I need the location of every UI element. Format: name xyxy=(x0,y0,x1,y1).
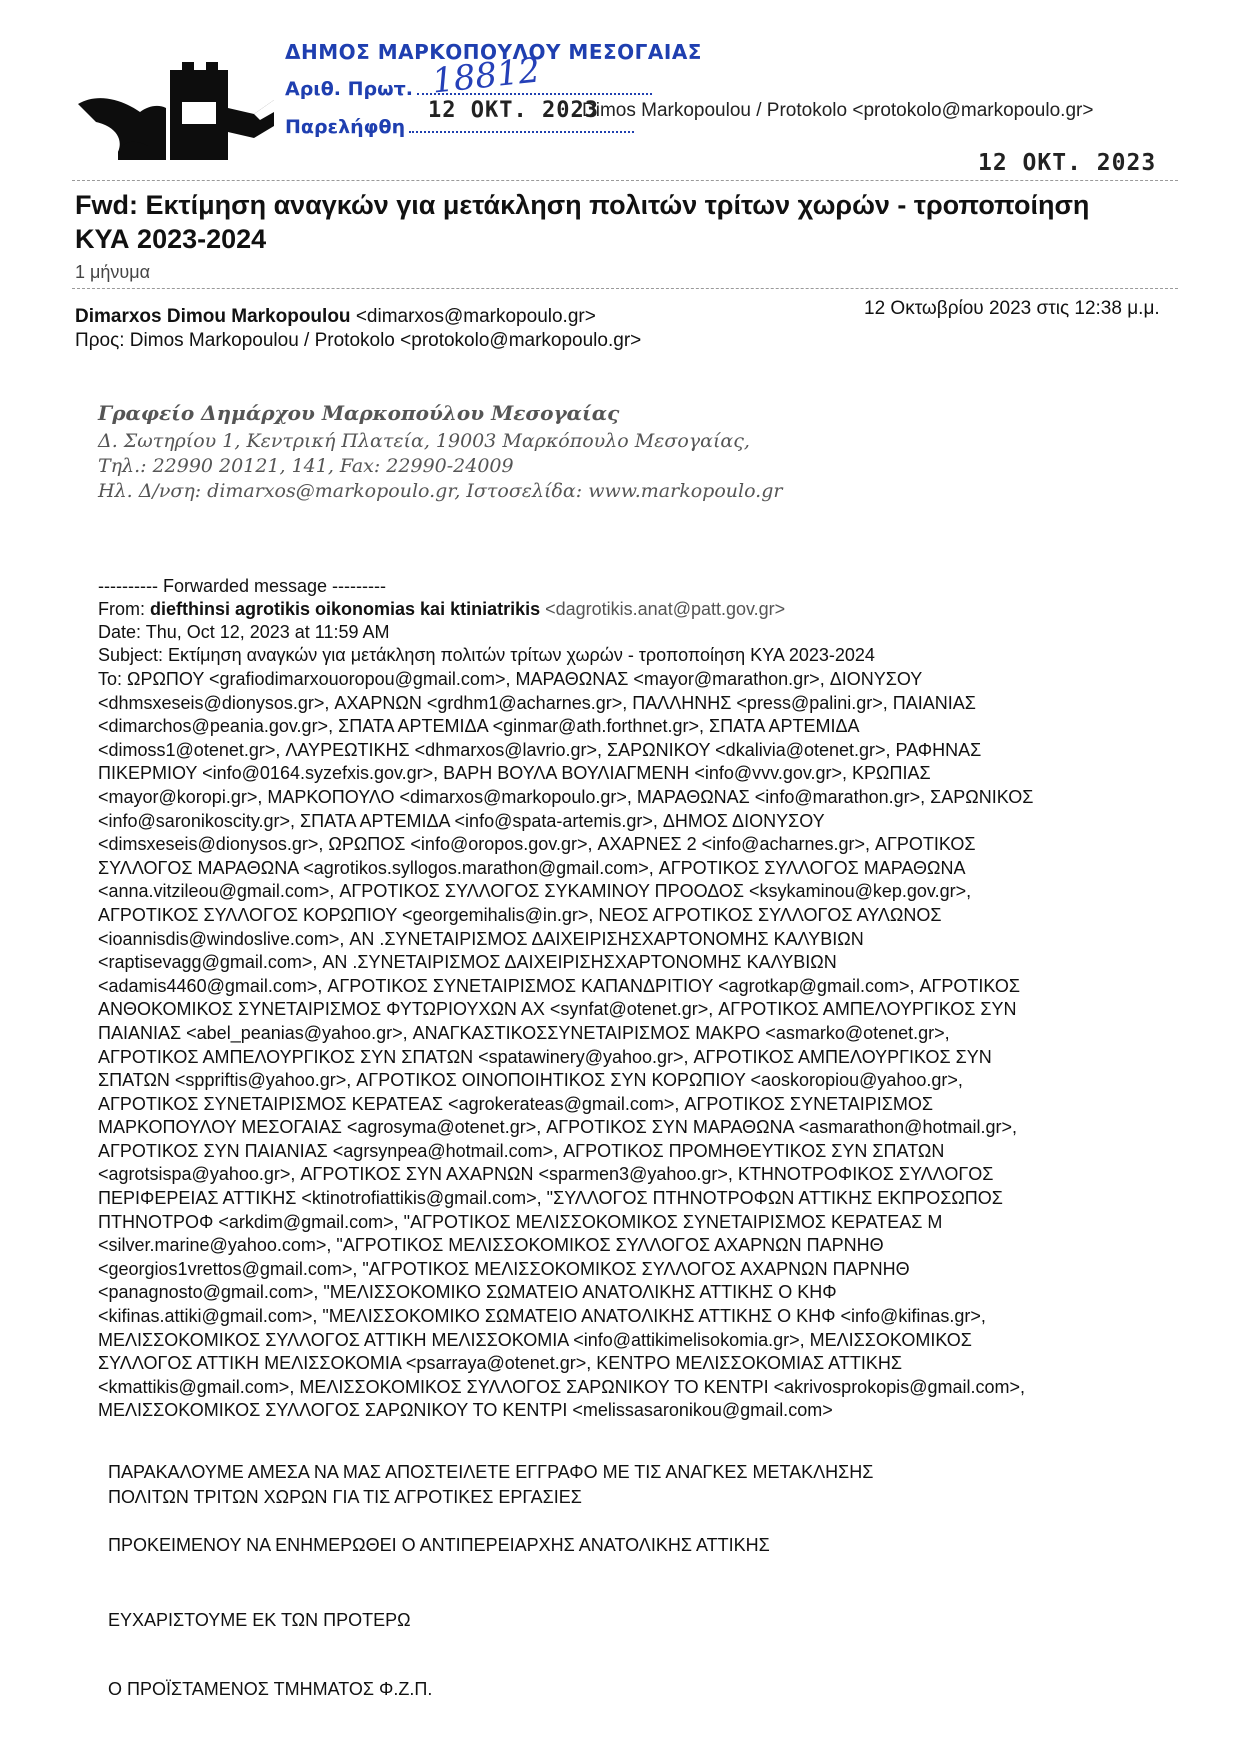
recipient-line: <agrotsispa@yahoo.gr>, ΑΓΡΟΤΙΚΟΣ ΣΥΝ ΑΧΑΡΝΩΝ <sparmen3@yahoo.gr>, ΚΤΗΝΟΤΡΟΦΙΚΟΣ ΣΥΛΛΟΓΟΣ xyxy=(98,1164,994,1185)
forwarded-date: Date: Thu, Oct 12, 2023 at 11:59 AM xyxy=(98,622,390,642)
sender-email: <dimarxos@markopoulo.gr> xyxy=(355,306,596,327)
recipient-line: ΠΤΗΝΟΤΡΟΦ <arkdim@gmail.com>, "ΑΓΡΟΤΙΚΟΣ ΜΕΛΙΣΣΟΚΟΜΙΚΟΣ ΣΥΝΕΤΑΙΡΙΣΜΟΣ ΚΕΡΑΤΕΑΣ Μ xyxy=(98,1211,943,1232)
request-paragraph xyxy=(108,1460,873,1510)
recipient-list xyxy=(98,668,1178,1423)
recipient-line: <dimarchos@peania.gov.gr>, ΣΠΑΤΑ ΑΡΤΕΜΙΔΑ <ginmar@ath.forthnet.gr>, ΣΠΑΤΑ ΑΡΤΕΜΙΔΑ xyxy=(98,716,860,737)
recipient-line: ΑΓΡΟΤΙΚΟΣ ΑΜΠΕΛΟΥΡΓΙΚΟΣ ΣΥΝ ΣΠΑΤΩΝ <spatawinery@yahoo.gr>, ΑΓΡΟΤΙΚΟΣ ΑΜΠΕΛΟΥΡΓΙΚΟΣ ΣΥΝ xyxy=(98,1046,992,1067)
recipient-line: <kmattikis@gmail.com>, ΜΕΛΙΣΣΟΚΟΜΙΚΟΣ ΣΥΛΛΟΓΟΣ ΣΑΡΩΝΙΚΟΥ ΤΟ ΚΕΝΤΡΙ <akrivosprokopis@gmail.com>, xyxy=(98,1376,1026,1397)
forwarded-from xyxy=(98,599,785,620)
forwarded-subject: Subject: Εκτίμηση αναγκών για μετάκληση πολιτών τρίτων χωρών - τροποποίηση ΚΥΑ 2023-2024 xyxy=(98,645,875,665)
recipient-line: <raptisevagg@gmail.com>, ΑΝ .ΣΥΝΕΤΑΙΡΙΣΜΟΣ ΔΑΙΧΕΙΡΙΣΗΣΧΑΡΤΟΝΟΜΗΣ ΚΑΛΥΒΙΩΝ xyxy=(98,952,837,973)
email-subject xyxy=(75,188,1165,256)
recipient-line: ΜΑΡΚΟΠΟΥΛΟΥ ΜΕΣΟΓΑΙΑΣ <agrosyma@otenet.gr>, ΑΓΡΟΤΙΚΟΣ ΣΥΝ ΜΑΡΑΘΩΝΑ <asmarathon@hotmail.gr>, xyxy=(98,1117,1017,1138)
recipient-line: ΜΕΛΙΣΣΟΚΟΜΙΚΟΣ ΣΥΛΛΟΓΟΣ ΣΑΡΩΝΙΚΟΥ ΤΟ ΚΕΝΤΡΙ <melissasaronikou@gmail.com> xyxy=(98,1400,833,1421)
municipality-logo xyxy=(78,42,278,160)
recipient-line: ΠΑΙΑΝΙΑΣ <abel_peanias@yahoo.gr>, ΑΝΑΓΚΑΣΤΙΚΟΣΣΥΝΕΤΑΙΡΙΣΜΟΣ ΜΑΚΡΟ <asmarko@otenet.gr>, xyxy=(98,1022,950,1043)
account-header: Dimos Markopoulou / Protokolo <protokolo@markopoulo.gr> xyxy=(582,100,1094,121)
closing-signature: Ο ΠΡΟΪΣΤΑΜΕΝΟΣ ΤΜΗΜΑΤΟΣ Φ.Ζ.Π. xyxy=(108,1679,433,1699)
thanks-paragraph: ΕΥΧΑΡΙΣΤΟΥΜΕ ΕΚ ΤΩΝ ΠΡΟΤΕΡΩ xyxy=(108,1610,411,1630)
recipient-line: <dimoss1@otenet.gr>, ΛΑΥΡΕΩΤΙΚΗΣ <dhmarxos@lavrio.gr>, ΣΑΡΩΝΙΚΟΥ <dkalivia@otenet.gr>, ΡΑΦΗΝΑΣ xyxy=(98,739,982,760)
recipient-line: ΣΠΑΤΩΝ <sppriftis@yahoo.gr>, ΑΓΡΟΤΙΚΟΣ ΟΙΝΟΠΟΙΗΤΙΚΟΣ ΣΥΝ ΚΟΡΩΠΙΟΥ <aoskoropiou@yahoo.gr>, xyxy=(98,1070,963,1091)
recipient-line: To: ΩΡΩΠΟΥ <grafiodimarxouoropou@gmail.com>, ΜΑΡΑΘΩΝΑΣ <mayor@marathon.gr>, ΔΙΟΝΥΣΟΥ xyxy=(98,669,923,689)
recipient-line: ΣΥΛΛΟΓΟΣ ΜΑΡΑΘΩΝΑ <agrotikos.syllogos.marathon@gmail.com>, ΑΓΡΟΤΙΚΟΣ ΣΥΛΛΟΓΟΣ ΜΑΡΑΘΩΝΑ xyxy=(98,857,966,878)
recipient-line: <mayor@koropi.gr>, ΜΑΡΚΟΠΟΥΛΟ <dimarxos@markopoulo.gr>, ΜΑΡΑΘΩΝΑΣ <info@marathon.gr>, ΣΑΡΩΝΙΚΟΣ xyxy=(98,786,1034,807)
stamp-received-label: Παρελήφθη xyxy=(285,116,406,138)
recipient-line: <ioannisdis@windoslive.com>, ΑΝ .ΣΥΝΕΤΑΙΡΙΣΜΟΣ ΔΑΙΧΕΙΡΙΣΗΣΧΑΡΤΟΝΟΜΗΣ ΚΑΛΥΒΙΩΝ xyxy=(98,928,864,949)
forwarded-marker: ---------- Forwarded message --------- xyxy=(98,576,386,596)
signature-phone: Τηλ.: 22990 20121, 141, Fax: 22990-24009 xyxy=(98,455,514,477)
recipient-line: <kifinas.attiki@gmail.com>, "ΜΕΛΙΣΣΟΚΟΜΙΚΟ ΣΩΜΑΤΕΙΟ ΑΝΑΤΟΛΙΚΗΣ ΑΤΤΙΚΗΣ Ο ΚΗΦ <info@kifinas.gr>, xyxy=(98,1306,986,1327)
subject-line-1: Fwd: Εκτίμηση αναγκών για μετάκληση πολιτών τρίτων χωρών - τροποποίηση xyxy=(75,190,1090,220)
recipient-line: ΑΓΡΟΤΙΚΟΣ ΣΥΝ ΠΑΙΑΝΙΑΣ <agrsynpea@hotmail.com>, ΑΓΡΟΤΙΚΟΣ ΠΡΟΜΗΘΕΥΤΙΚΟΣ ΣΥΝ ΣΠΑΤΩΝ xyxy=(98,1140,945,1161)
handwritten-protocol-number: 18812 xyxy=(430,50,542,102)
recipient-line: <anna.vitzileou@gmail.com>, ΑΓΡΟΤΙΚΟΣ ΣΥΛΛΟΓΟΣ ΣΥΚΑΜΙΝΟΥ ΠΡΟΟΔΟΣ <ksykaminou@kep.gov.gr>, xyxy=(98,881,972,902)
recipient-line: ΑΝΘΟΚΟΜΙΚΟΣ ΣΥΝΕΤΑΙΡΙΣΜΟΣ ΦΥΤΩΡΙΟΥΧΩΝ ΑΧ <synfat@otenet.gr>, ΑΓΡΟΤΙΚΟΣ ΑΜΠΕΛΟΥΡΓΙΚΟΣ ΣΥΝ xyxy=(98,999,1017,1020)
recipient-line: ΠΙΚΕΡΜΙΟΥ <info@0164.syzefxis.gov.gr>, ΒΑΡΗ ΒΟΥΛΑ ΒΟΥΛΙΑΓΜΕΝΗ <info@vvv.gov.gr>, ΚΡΩΠΙΑΣ xyxy=(98,763,931,784)
from-label: From: xyxy=(98,599,150,619)
request-line-2: ΠΟΛΙΤΩΝ ΤΡΙΤΩΝ ΧΩΡΩΝ ΓΙΑ ΤΙΣ ΑΓΡΟΤΙΚΕΣ ΕΡΓΑΣΙΕΣ xyxy=(108,1487,582,1507)
from-email: <dagrotikis.anat@patt.gov.gr> xyxy=(540,599,786,619)
stamp-date-right: 12 ΟΚΤ. 2023 xyxy=(978,150,1157,176)
recipient-line: ΠΕΡΙΦΕΡΕΙΑΣ ΑΤΤΙΚΗΣ <ktinotrofiattikis@gmail.com>, "ΣΥΛΛΟΓΟΣ ΠΤΗΝΟΤΡΟΦΩΝ ΑΤΤΙΚΗΣ ΕΚΠΡΟΣΩΠΟΣ xyxy=(98,1188,1003,1209)
from-name: diefthinsi agrotikis oikonomias kai ktiniatrikis xyxy=(150,599,541,619)
purpose-paragraph: ΠΡΟΚΕΙΜΕΝΟΥ ΝΑ ΕΝΗΜΕΡΩΘΕΙ Ο ΑΝΤΙΠΕΡΕΙΑΡΧΗΣ ΑΝΑΤΟΛΙΚΗΣ ΑΤΤΙΚΗΣ xyxy=(108,1535,770,1555)
divider xyxy=(72,288,1178,289)
divider xyxy=(72,180,1178,181)
stamp-municipality: ΔΗΜΟΣ ΜΑΡΚΟΠΟΥΛΟΥ ΜΕΣΟΓΑΙΑΣ xyxy=(285,40,702,64)
recipient-line: ΜΕΛΙΣΣΟΚΟΜΙΚΟΣ ΣΥΛΛΟΓΟΣ ΑΤΤΙΚΗ ΜΕΛΙΣΣΟΚΟΜΙΑ <info@attikimelisokomia.gr>, ΜΕΛΙΣΣΟΚΟΜΙΚΟΣ xyxy=(98,1329,972,1350)
message-count: 1 μήνυμα xyxy=(75,262,151,282)
stamp-protocol-label: Αριθ. Πρωτ. xyxy=(285,78,413,100)
sent-date: 12 Οκτωβρίου 2023 στις 12:38 μ.μ. xyxy=(864,298,1160,319)
recipient-line: <georgios1vrettos@gmail.com>, "ΑΓΡΟΤΙΚΟΣ ΜΕΛΙΣΣΟΚΟΜΙΚΟΣ ΣΥΛΛΟΓΟΣ ΑΧΑΡΝΩΝ ΠΑΡΝΗΘ xyxy=(98,1258,910,1279)
recipient-line: ΑΓΡΟΤΙΚΟΣ ΣΥΝΕΤΑΙΡΙΣΜΟΣ ΚΕΡΑΤΕΑΣ <agrokerateas@gmail.com>, ΑΓΡΟΤΙΚΟΣ ΣΥΝΕΤΑΙΡΙΣΜΟΣ xyxy=(98,1093,933,1114)
request-line-1: ΠΑΡΑΚΑΛΟΥΜΕ ΑΜΕΣΑ ΝΑ ΜΑΣ ΑΠΟΣΤΕΙΛΕΤΕ ΕΓΓΡΑΦΟ ΜΕ ΤΙΣ ΑΝΑΓΚΕΣ ΜΕΤΑΚΛΗΣΗΣ xyxy=(108,1462,874,1482)
signature-address: Δ. Σωτηρίου 1, Κεντρική Πλατεία, 19003 Μαρκόπουλο Μεσογαίας, xyxy=(98,430,750,452)
recipient-line: ΑΓΡΟΤΙΚΟΣ ΣΥΛΛΟΓΟΣ ΚΟΡΩΠΙΟΥ <georgemihalis@in.gr>, ΝΕΟΣ ΑΓΡΟΤΙΚΟΣ ΣΥΛΛΟΓΟΣ ΑΥΛΩΝΟΣ xyxy=(98,904,942,925)
recipient-line: ΣΥΛΛΟΓΟΣ ΑΤΤΙΚΗ ΜΕΛΙΣΣΟΚΟΜΙΑ <psarraya@otenet.gr>, ΚΕΝΤΡΟ ΜΕΛΙΣΣΟΚΟΜΙΑΣ ΑΤΤΙΚΗΣ xyxy=(98,1353,902,1374)
subject-line-2: ΚΥΑ 2023-2024 xyxy=(75,224,267,254)
recipient-line: <silver.marine@yahoo.com>, "ΑΓΡΟΤΙΚΟΣ ΜΕΛΙΣΣΟΚΟΜΙΚΟΣ ΣΥΛΛΟΓΟΣ ΑΧΑΡΝΩΝ ΠΑΡΝΗΘ xyxy=(98,1235,884,1256)
recipient-line: <info@saronikoscity.gr>, ΣΠΑΤΑ ΑΡΤΕΜΙΔΑ <info@spata-artemis.gr>, ΔΗΜΟΣ ΔΙΟΝΥΣΟΥ xyxy=(98,810,825,831)
recipient-line: <adamis4460@gmail.com>, ΑΓΡΟΤΙΚΟΣ ΣΥΝΕΤΑΙΡΙΣΜΟΣ ΚΑΠΑΝΔΡΙΤΙΟΥ <agrotkap@gmail.com>, ΑΓΡΟΤΙΚΟΣ xyxy=(98,975,1020,996)
stamp-date: 12 ΟΚΤ. 2023 xyxy=(428,98,599,123)
recipient-line: <dimsxeseis@dionysos.gr>, ΩΡΩΠΟΣ <info@oropos.gov.gr>, ΑΧΑΡΝΕΣ 2 <info@acharnes.gr>, ΑΓΡΟΤΙΚΟΣ xyxy=(98,834,976,855)
to-line: Προς: Dimos Markopoulou / Protokolo <protokolo@markopoulo.gr> xyxy=(75,330,642,351)
recipient-line: <panagnosto@gmail.com>, "ΜΕΛΙΣΣΟΚΟΜΙΚΟ ΣΩΜΑΤΕΙΟ ΑΝΑΤΟΛΙΚΗΣ ΑΤΤΙΚΗΣ Ο ΚΗΦ xyxy=(98,1282,837,1303)
recipient-line: <dhmsxeseis@dionysos.gr>, ΑΧΑΡΝΩΝ <grdhm1@acharnes.gr>, ΠΑΛΛΗΝΗΣ <press@palini.gr>, ΠΑΙΑΝΙΑΣ xyxy=(98,692,976,713)
signature-web: Ηλ. Δ/νση: dimarxos@markopoulo.gr, Ιστοσελίδα: www.markopoulo.gr xyxy=(98,480,783,502)
sender-row xyxy=(75,306,596,328)
sender-name: Dimarxos Dimou Markopoulou xyxy=(75,306,351,327)
signature-office: Γραφείο Δημάρχου Μαρκοπούλου Μεσογαίας xyxy=(98,401,620,425)
